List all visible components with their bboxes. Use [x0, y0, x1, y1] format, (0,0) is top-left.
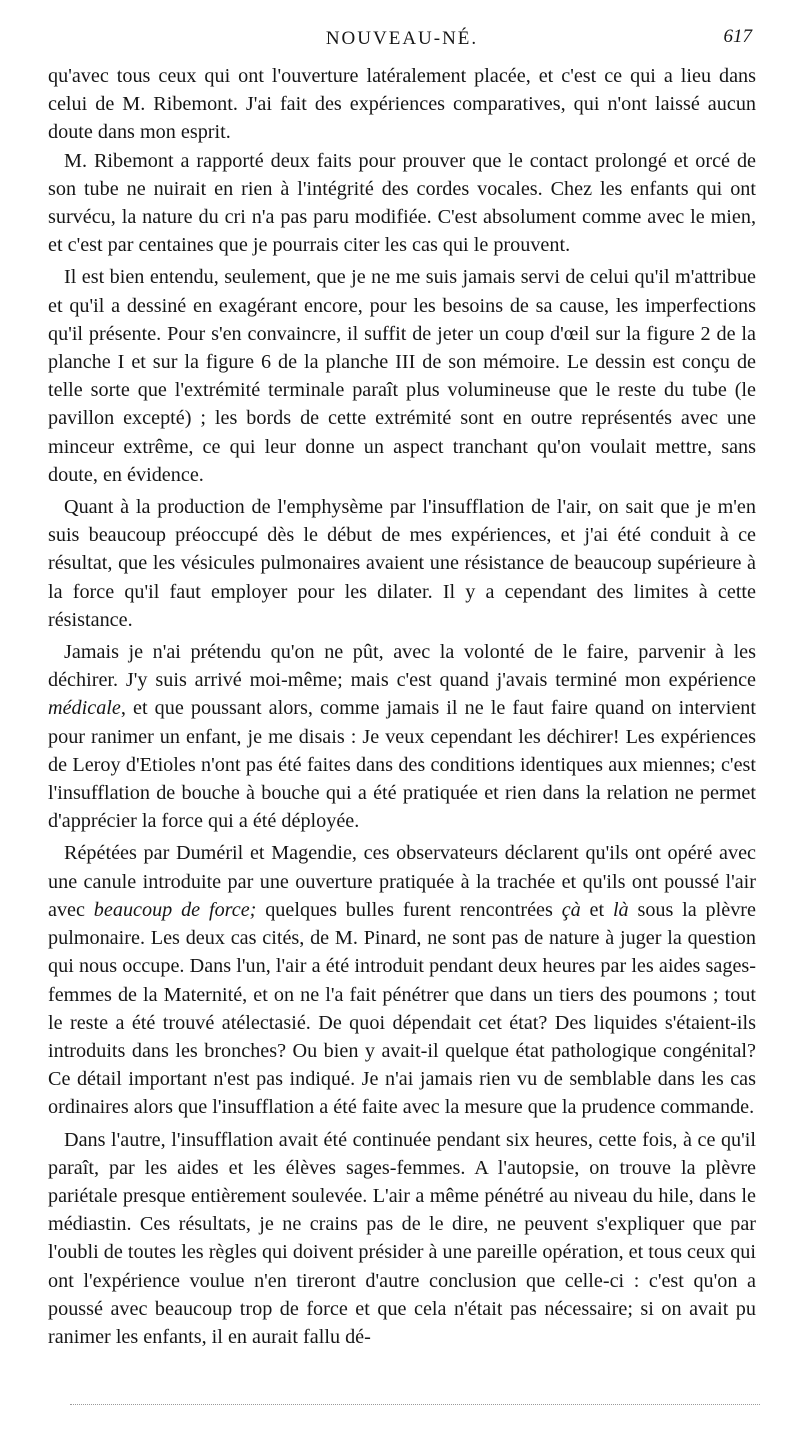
body-text [48, 62, 756, 1351]
paragraph-6-text-b: quelques bulles furent rencontrées [256, 898, 562, 921]
paragraph-6-italic-c: là [612, 898, 629, 921]
paragraph-6-italic-a: beaucoup de force; [93, 898, 257, 921]
paragraph-3: Il est bien entendu, seulement, que je ne me suis jamais servi de celui qu'il m'attribue et qu'il a dessiné en exagérant encore, pour les besoins de sa cause, les imperfections qu'il présente. Pour s'en convaincre, il suffit de jeter un coup d'œil sur la figure 2 de la planche I et sur la figure 6 de la planche III de son mémoire. Le dessin est conçu de telle sorte que l'extrémité terminale paraît plus volumineuse que le reste du tube (le pavillon excepté) ; les bords de cette extrémité sont en outre représentés avec une minceur extrême, ce qui leur donne un aspect tranchant qu'on voulait mettre, sans doute, en évidence. [48, 266, 756, 486]
page-header [48, 22, 756, 62]
paragraph-7: Dans l'autre, l'insufflation avait été continuée pendant six heures, cette fois, à ce qu'il paraît, par les aides et les élèves sages-femmes. A l'autopsie, on trouve la plèvre pariétale presque entièrement soulevée. L'air a même pénétré au niveau du hile, dans le médiastin. Ces résultats, je ne crains pas de le dire, ne peuvent s'expliquer que par l'oubli de toutes les règles qui doivent présider à une pareille opération, et tous ceux qui ont l'expérience voulue n'en tireront d'autre conclusion que celle-ci : c'est qu'on a poussé avec beaucoup trop de force et que cela n'était pas nécessaire; si on avait pu ranimer les enfants, il en aurait fallu dé- [48, 1128, 756, 1348]
paragraph-6 [48, 839, 756, 1121]
paragraph-1: qu'avec tous ceux qui ont l'ouverture latéralement placée, et c'est ce qui a lieu dans celui de M. Ribemont. J'ai fait des expériences comparatives, qui n'ont laissé aucun doute dans mon esprit. [48, 65, 756, 144]
page-number: 617 [723, 26, 752, 47]
running-title: NOUVEAU-NÉ. [325, 28, 479, 49]
paragraph-4: Quant à la production de l'emphysème par l'insufflation de l'air, on sait que je m'en suis beaucoup préoccupé dès le début de mes expériences, et j'ai été conduit à ce résultat, que les vésicules pulmonaires avaient une résistance de beaucoup supérieure à la force qu'il faut employer pour les dilater. Il y a cependant des limites à cette résistance. [48, 496, 756, 631]
paragraph-6-text-c: et [580, 898, 613, 921]
paragraph-2: M. Ribemont a rapporté deux faits pour prouver que le contact prolongé et orcé de son tube ne nuirait en rien à l'intégrité des cordes vocales. Chez les enfants qui ont survécu, la nature du cri n'a pas paru modifiée. C'est absolument comme avec le mien, et c'est par centaines que je pourrais citer les cas qui le prouvent. [48, 149, 756, 257]
paragraph-5 [48, 638, 756, 835]
paragraph-5-text-b: , et que poussant alors, comme jamais il ne le faut faire quand on intervient pour ranimer un enfant, je me disais : Je veux cependant les déchirer! Les expériences de Leroy d'Etioles n'ont pas été faites dans des conditions identiques aux miennes; c'est l'insufflation de bouche à bouche qui a été pratiquée et rien dans la relation ne permet d'apprécier la force qui a été déployée. [48, 697, 756, 833]
paragraph-6-italic-b: çà [561, 898, 581, 921]
book-page [48, 22, 756, 1351]
paragraph-5-italic: médicale [48, 697, 121, 720]
bottom-divider [70, 1404, 760, 1405]
paragraph-6-text-a: Répétées par Duméril et Magendie, ces observateurs déclarent qu'ils ont opéré avec une canule introduite par une ouverture pratiquée à la trachée et qu'ils ont poussé l'air avec [48, 842, 756, 921]
paragraph-5-text-a: Jamais je n'ai prétendu qu'on ne pût, avec la volonté de le faire, parvenir à les déchirer. J'y suis arrivé moi-même; mais c'est quand j'avais terminé mon expérience [48, 641, 756, 692]
paragraph-6-text-d: sous la plèvre pulmonaire. Les deux cas cités, de M. Pinard, ne sont pas de nature à juger la question qui nous occupe. Dans l'un, l'air a été introduit pendant deux heures par les aides sages-femmes de la Maternité, et on ne l'a fait pénétrer que dans un tiers des poumons ; tout le reste a été trouvé atélectasié. De quoi dépendait cet état? Des liquides s'étaient-ils introduits dans les bronches? Ou bien y avait-il quelque état pathologique congénital? Ce détail important n'est pas indiqué. Je n'ai jamais rien vu de semblable dans les cas ordinaires alors que l'insufflation a été faite avec la mesure que la prudence commande. [48, 898, 756, 1119]
